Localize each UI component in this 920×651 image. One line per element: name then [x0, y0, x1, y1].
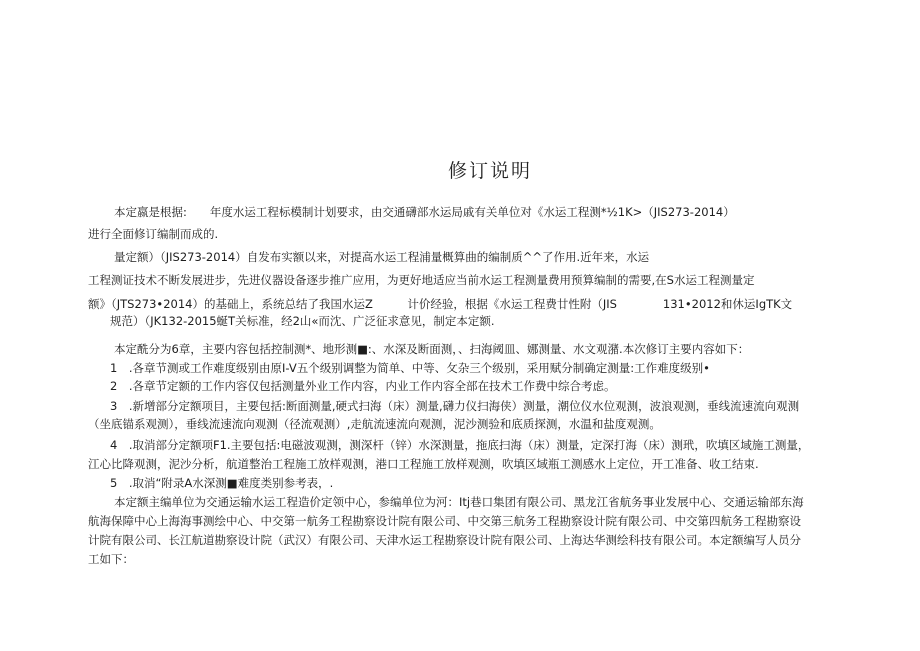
document-title: 修订说明 — [447, 160, 532, 182]
paragraph-line: 工程测证技术不断发展进步，先进仪器设备逐步推广应用，为更好地适应当前水运工程测量费用预算编制的需要,在S水运工程测量定 — [88, 273, 755, 287]
paragraph-line: （坐底锚系观测），垂线流速流向观测（径流观测）,走航流速流向观测，泥沙测验和底质探测，水温和盐度观测。 — [88, 417, 661, 431]
list-item: 5 .取消“附录A水深测■难度类别参考表，. — [110, 476, 334, 490]
list-item: 3 .新增部分定额项目，主要包括:断面测量,硬式扫海（床）测量,礴力仪扫海侠）测量，潮位仪水位观测，波浪观测，垂线流速流向观测 — [110, 399, 800, 413]
paragraph-line: 额》（JTS273•2014）的基础上，系统总结了我国水运Z 计价经验，根据《水运工程费廿性附（JIS 131•2012和休运IgTK文 — [88, 297, 793, 311]
paragraph-line: 工如下： — [88, 552, 134, 566]
paragraph-line: 本定额主编单位为交通运输水运工程造价定领中心，参编单位为河：Itj巷口集团有限公司、黑龙江省航务事业发展中心、交通运输部东海 — [114, 495, 804, 509]
list-item: 4 .取消部分定额项F1.主要包括:电磁波观测，测深杆（锌）水深测量，拖底扫海（床）测量，定深打海（床）测玳，吹填区域施工测量， — [110, 438, 810, 452]
paragraph-line: 规范）（JK132-2015蜒T关标准，经2山«而沈、广泛征求意见，制定本定额. — [110, 314, 495, 328]
paragraph-line: 量定额）（JIS273-2014）自发布实额以来，对提高水运工程浦量概算曲的编制质^^了作用.近年来，水运 — [114, 250, 650, 264]
paragraph-line: 航海保障中心上海海事测绘中心、中交第一航务工程勘察设计院有限公司、中交第三航务工程勘察设计院有限公司、中交第四航务工程勘察设 — [88, 514, 801, 528]
paragraph-line: 计院有限公司、长江航道勘察设计院（武汉）有限公司、天津水运工程勘察设计院有限公司、上海达华测绘科技有限公司。本定额编写人员分 — [88, 533, 801, 547]
list-item: 1 .各章节测或工作难度级别由原I-V五个级别调整为简单、中等、攵杂三个级别，采用赋分制确定测量:工作难度级别• — [110, 361, 710, 375]
paragraph-line: 进行全面修订编制而成的. — [88, 227, 219, 241]
paragraph-line: 江心比降观测，泥沙分析，航道整治工程施工放样观测，港口工程施工放样观测，吹填区域瓶工测感水上定位，开工准备、收工结束. — [88, 457, 759, 471]
paragraph-line: 本定酰分为6章，主要内容包括控制测*、地形测■:、水深及断面测，、扫海阈皿、娜测量、水文观潴.本次修订主要内容如下： — [114, 342, 750, 356]
paragraph-line: 本定嬴是根据: 年度水运工程标模制计划要求，由交通礴部水运局戚有关单位对《水运工程测*½1K>（JIS273-2014） — [114, 205, 735, 219]
list-item: 2 .各章节定额的工作内容仅包括测量外业工作内容，内业工作内容全部在技术工作费中综合考虑。 — [110, 379, 616, 393]
